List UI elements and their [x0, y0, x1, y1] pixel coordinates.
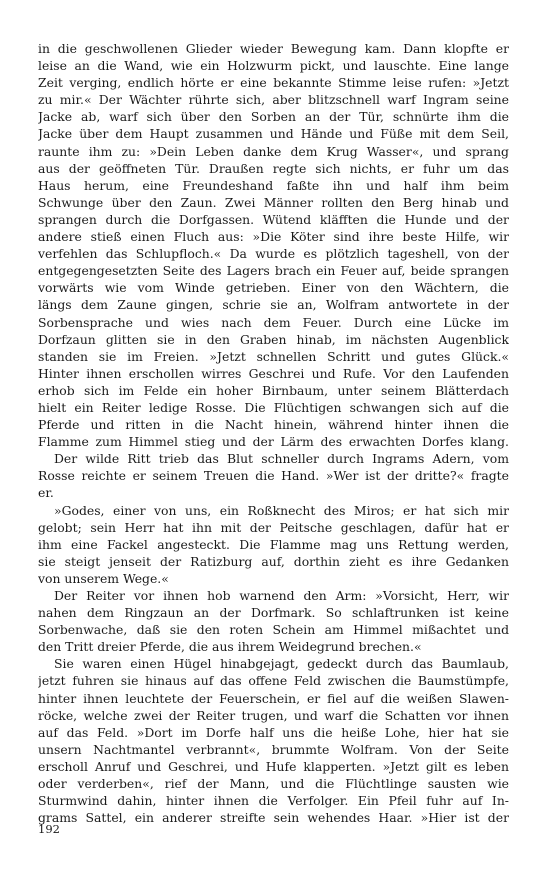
text-line: Schwunge über den Zaun. Zwei Männer rollten den Berg hinab und — [38, 194, 509, 210]
text-line: längs dem Zaune gingen, schrie sie an, Wolfram antwortete in der — [38, 297, 509, 313]
text-line: verfehlen das Schlupfloch.« Da wurde es plötzlich tageshell, von der — [38, 246, 509, 262]
text-line: erscholl Anruf und Geschrei, und Hufe klapperten. »Jetzt gilt es leben — [38, 758, 509, 774]
text-line: hinter ihnen leuchtete der Feuerschein, er fiel auf die weißen Slawen- — [38, 690, 509, 706]
text-line: leise an die Wand, wie ein Holzwurm pickt, und lauschte. Eine lange — [38, 58, 509, 74]
text-line: ihm eine Fackel angesteckt. Die Flamme mag uns Rettung werden, — [38, 536, 509, 552]
text-line: nahen dem Ringzaun an der Dorfmark. So schlaftrunken ist keine — [38, 605, 509, 621]
text-line: Der Reiter vor ihnen hob warnend den Arm: »Vorsicht, Herr, wir — [54, 588, 509, 603]
text-line: Pferde und ritten in die Nacht hinein, während hinter ihnen die — [38, 417, 509, 433]
text-line: zu mir.« Der Wächter rührte sich, aber blitzschnell warf Ingram seine — [38, 92, 509, 108]
text-line: oder verderben«, rief der Mann, und die Flüchtlinge sausten wie — [38, 776, 509, 792]
text-line: »Godes, einer von uns, ein Roßknecht des Miros; er hat sich mir — [54, 502, 509, 518]
text-line: raunte ihm zu: »Dein Leben danke dem Krug Wasser«, und sprang — [38, 143, 509, 159]
text-line: Jacke ab, warf sich über den Sorben an der Tür, schnürte ihm die — [38, 109, 509, 125]
text-line: Sturmwind dahin, hinter ihnen die Verfolger. Ein Pfeil fuhr auf In- — [38, 793, 509, 809]
text-line: grams Sattel, ein anderer streifte sein wehendes Haar. »Hier ist der — [38, 810, 509, 826]
text-line: Hinter ihnen erschollen wirres Geschrei und Rufe. Vor den Laufenden — [38, 365, 509, 381]
text-line: auf das Feld. »Dort im Dorfe half uns die heiße Lohe, hier hat sie — [38, 724, 509, 740]
text-line: standen sie im Freien. »Jetzt schnellen Schritt und gutes Glück.« — [38, 348, 509, 364]
text-line: sprangen durch die Dorfgassen. Wütend kläfften die Hunde und der — [38, 211, 509, 227]
text-line: in die geschwollenen Glieder wieder Bewegung kam. Dann klopfte er — [38, 41, 509, 56]
text-line: Rosse reichte er seinem Treuen die Hand. »Wer ist der dritte?« fragte — [38, 468, 509, 484]
text-line: Haus herum, eine Freundeshand faßte ihn und half ihm beim — [38, 177, 509, 193]
text-line: Der wilde Ritt trieb das Blut schneller durch Ingrams Adern, vom — [54, 451, 509, 467]
text-line: erhob sich im Felde ein hoher Birnbaum, unter seinem Blätterdach — [38, 382, 509, 398]
text-line: Zeit verging, endlich hörte er eine bekannte Stimme leise rufen: »Jetzt — [38, 75, 509, 91]
text-line: Sorbensprache und wies nach dem Feuer. Durch eine Lücke im — [38, 314, 509, 330]
text-line: gelobt; sein Herr hat ihn mit der Peitsche geschlagen, dafür hat er — [38, 519, 509, 535]
text-line: Jacke über dem Haupt zusammen und Hände und Füße mit dem Seil, — [38, 126, 509, 142]
text-line: andere stieß einen Fluch aus: »Die Köter sind ihre beste Hilfe, wir — [38, 229, 509, 245]
text-line: aus der geöffneten Tür. Draußen regte sich nichts, er fuhr um das — [38, 160, 509, 176]
text-line: von unserem Wege.« — [38, 570, 169, 586]
text-line: Sorbenwache, daß sie den roten Schein am Himmel mißachtet und — [38, 622, 509, 638]
page-number: 192 — [38, 822, 60, 836]
text-line: entgegengesetzten Seite des Lagers brach ein Feuer auf, beide sprangen — [38, 263, 509, 279]
text-line: er. — [38, 485, 54, 501]
text-line: Flamme zum Himmel stieg und der Lärm des erwachten Dorfes klang. — [38, 434, 509, 450]
text-line: röcke, welche zwei der Reiter trugen, und warf die Schatten vor ihnen — [38, 707, 509, 723]
text-line: den Tritt dreier Pferde, die aus ihrem Weidegrund brechen.« — [38, 639, 422, 655]
text-line: Dorfzaun glitten sie in den Graben hinab, im nächsten Augenblick — [38, 331, 509, 347]
text-line: sie steigt jenseit der Ratizburg auf, dorthin zieht es ihre Gedanken — [38, 553, 509, 569]
text-line: hielt ein Reiter ledige Rosse. Die Flüchtigen schwangen sich auf die — [38, 399, 509, 415]
text-line: vorwärts wie vom Winde getrieben. Einer von den Wächtern, die — [38, 280, 509, 296]
text-line: jetzt fuhren sie hinaus auf das offene Feld zwischen die Baumstümpfe, — [38, 673, 509, 689]
text-line: Sie waren einen Hügel hinabgejagt, gedeckt durch das Baumlaub, — [54, 656, 509, 672]
body-text — [38, 40, 509, 826]
text-line: unsern Nachtmantel verbrannt«, brummte Wolfram. Von der Seite — [38, 741, 509, 757]
